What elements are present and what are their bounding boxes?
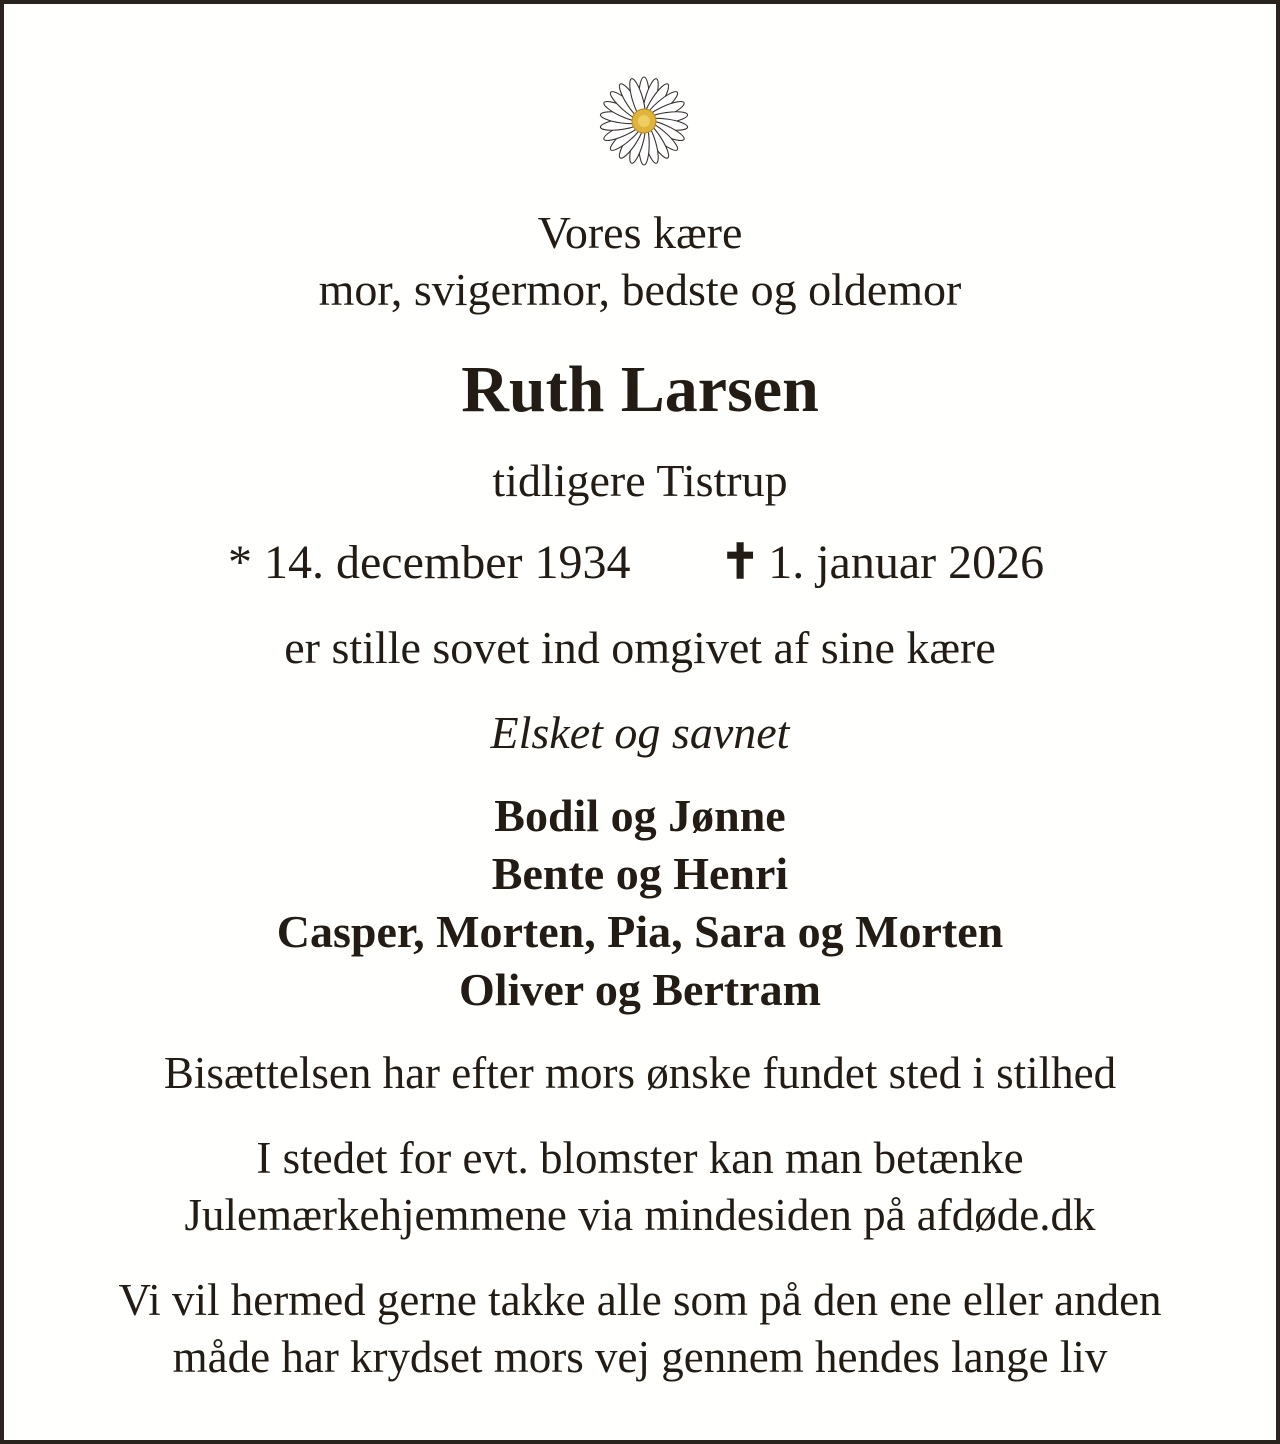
dates-row xyxy=(4,536,1276,591)
obituary-content xyxy=(4,4,1276,1440)
passing-text: er stille sovet ind omgivet af sine kære xyxy=(284,622,996,673)
funeral-text: Bisættelsen har efter mors ønske fundet sted i stilhed xyxy=(163,1048,1117,1098)
deceased-name: Ruth Larsen xyxy=(461,353,819,426)
cross-icon: ✝ xyxy=(720,536,761,589)
death-date: 1. januar 2026 xyxy=(768,536,1045,589)
daisy-flower-icon xyxy=(594,71,694,171)
birth-date: * 14. december 1934 xyxy=(228,536,631,589)
family-line-2: Bente og Henri xyxy=(491,848,789,899)
intro-line-1: Vores kære xyxy=(537,207,743,258)
tagline: Elsket og savnet xyxy=(490,707,790,758)
family-line-4: Oliver og Bertram xyxy=(459,964,821,1015)
donation-line-1: I stedet for evt. blomster kan man betænke xyxy=(256,1133,1024,1183)
death-date-group xyxy=(720,536,1045,589)
thanks-line-2: måde har krydset mors vej gennem hendes lange liv xyxy=(172,1332,1108,1382)
family-line-3: Casper, Morten, Pia, Sara og Morten xyxy=(276,906,1004,957)
family-line-1: Bodil og Jønne xyxy=(494,790,786,841)
origin-text: tidligere Tistrup xyxy=(492,455,788,506)
donation-line-2: Julemærkehjemmene via mindesiden på afdøde.dk xyxy=(184,1190,1096,1240)
thanks-line-1: Vi vil hermed gerne takke alle som på den ene eller anden xyxy=(118,1275,1162,1325)
intro-line-2: mor, svigermor, bedste og oldemor xyxy=(318,264,962,315)
